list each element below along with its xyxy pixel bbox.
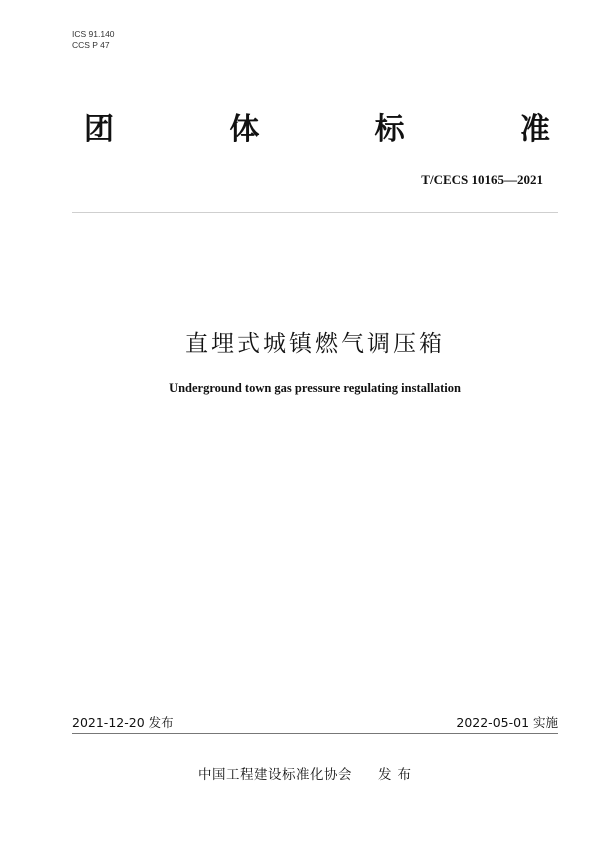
header-divider xyxy=(72,212,558,213)
publish-label: 发布 xyxy=(378,767,417,783)
publisher-organization: 中国工程建设标准化协会 xyxy=(198,767,352,783)
standard-number: T/CECS 10165—2021 xyxy=(421,172,543,187)
publisher-line xyxy=(198,763,417,783)
classification-codes xyxy=(72,29,115,51)
standard-type-char: 团 xyxy=(84,112,114,147)
standard-type-char: 体 xyxy=(229,112,260,147)
implementation-date: 2022-05-01 实施 xyxy=(456,715,558,730)
ics-code: ICS 91.140 xyxy=(72,29,115,39)
footer-divider xyxy=(72,733,558,734)
ccs-code: CCS P 47 xyxy=(72,40,110,50)
document-title-chinese: 直埋式城镇燃气调压箱 xyxy=(185,331,445,357)
issue-date: 2021-12-20 发布 xyxy=(72,715,174,730)
standard-type-char: 标 xyxy=(374,112,405,147)
document-title-english: Underground town gas pressure regulating installation xyxy=(169,381,461,395)
standard-type-heading xyxy=(84,112,550,148)
standard-type-char: 准 xyxy=(519,112,550,147)
